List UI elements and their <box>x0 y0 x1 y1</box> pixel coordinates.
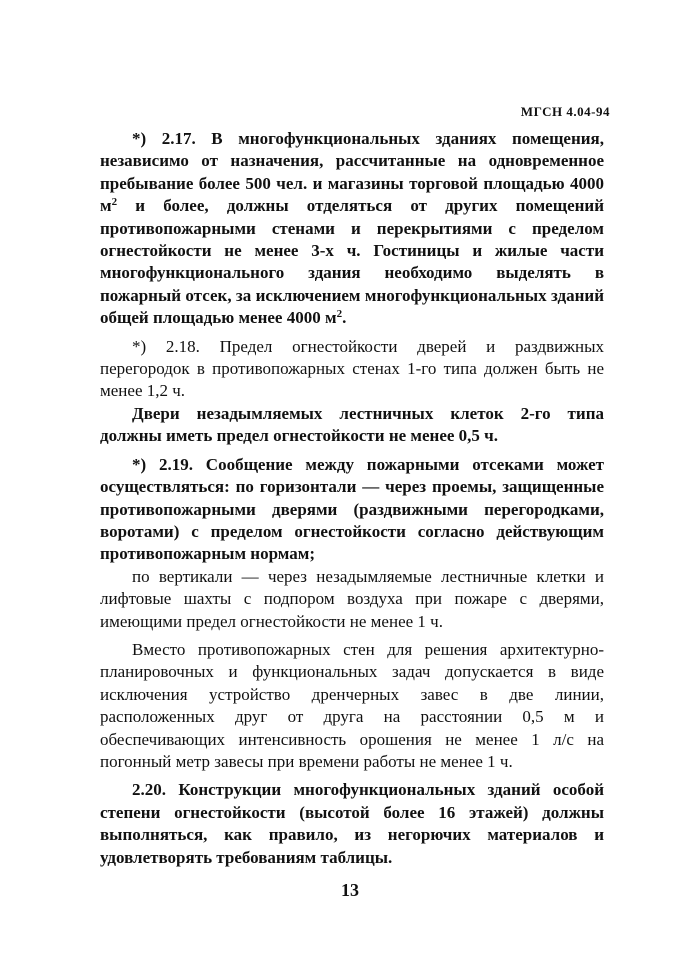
paragraph-2-19-vertical: по вертикали — через незадымляемые лестничные клетки и лифтовые шахты с подпором воздуха при пожаре с дверями, имеющими предел огнестойкости не менее 1 ч. <box>100 566 604 631</box>
paragraph-2-19-drencher: Вместо противопожарных стен для решения архитектурно-планировочных и функциональных задач допускается в виде исключения устройство дренчерных завес в две линии, расположенных друг от друга на расстоянии 0,5 м и обеспечивающих интенсивность орошения не менее 1 л/с на погонный метр завесы при времени работы не менее 1 ч. <box>100 639 604 771</box>
paragraph-2-17-text-part3: . <box>342 308 347 328</box>
paragraph-2-20: 2.20. Конструкции многофункциональных зданий особой степени огнестойкости (высотой более 16 этажей) должны выполняться, как правило, из негорючих материалов и удовлетворять требованиям таблицы. <box>100 780 604 867</box>
superscript-square-1: 2 <box>111 196 118 209</box>
paragraph-2-17 <box>100 128 604 330</box>
document-code-header: МГСН 4.04-94 <box>520 104 610 119</box>
page-number: 13 <box>341 880 359 900</box>
superscript-square-2: 2 <box>336 308 343 321</box>
paragraph-2-18-doors: Двери незадымляемых лестничных клеток 2-го типа должны иметь предел огнестойкости не менее 0,5 ч. <box>100 403 604 446</box>
paragraph-2-19: *) 2.19. Сообщение между пожарными отсеками может осуществляться: по горизонтали — через проемы, защищенные противопожарными дверями (раздвижными перегородками, воротами) с пределом огнестойкости согласно действующим противопожарным нормам; <box>100 454 604 564</box>
document-body <box>100 128 604 875</box>
paragraph-2-18: *) 2.18. Предел огнестойкости дверей и раздвижных перегородок в противопожарных стенах 1-го типа должен быть не менее 1,2 ч. <box>100 336 604 401</box>
paragraph-2-17-text-part2: и более, должны отделяться от других помещений противопожарными стенами и перекрытиями с пределом огнестойкости не менее 3-х ч. Гостиницы и жилые части многофункционального здания необходимо выделять в пожарный отсек, за исключением многофункциональных зданий общей площадью менее 4000 м <box>100 196 604 328</box>
paragraph-2-17-text-part1: *) 2.17. В многофункциональных зданиях помещения, независимо от назначения, рассчитанные на одновременное пребывание более 500 чел. и магазины торговой площадью 4000 м <box>100 129 604 216</box>
